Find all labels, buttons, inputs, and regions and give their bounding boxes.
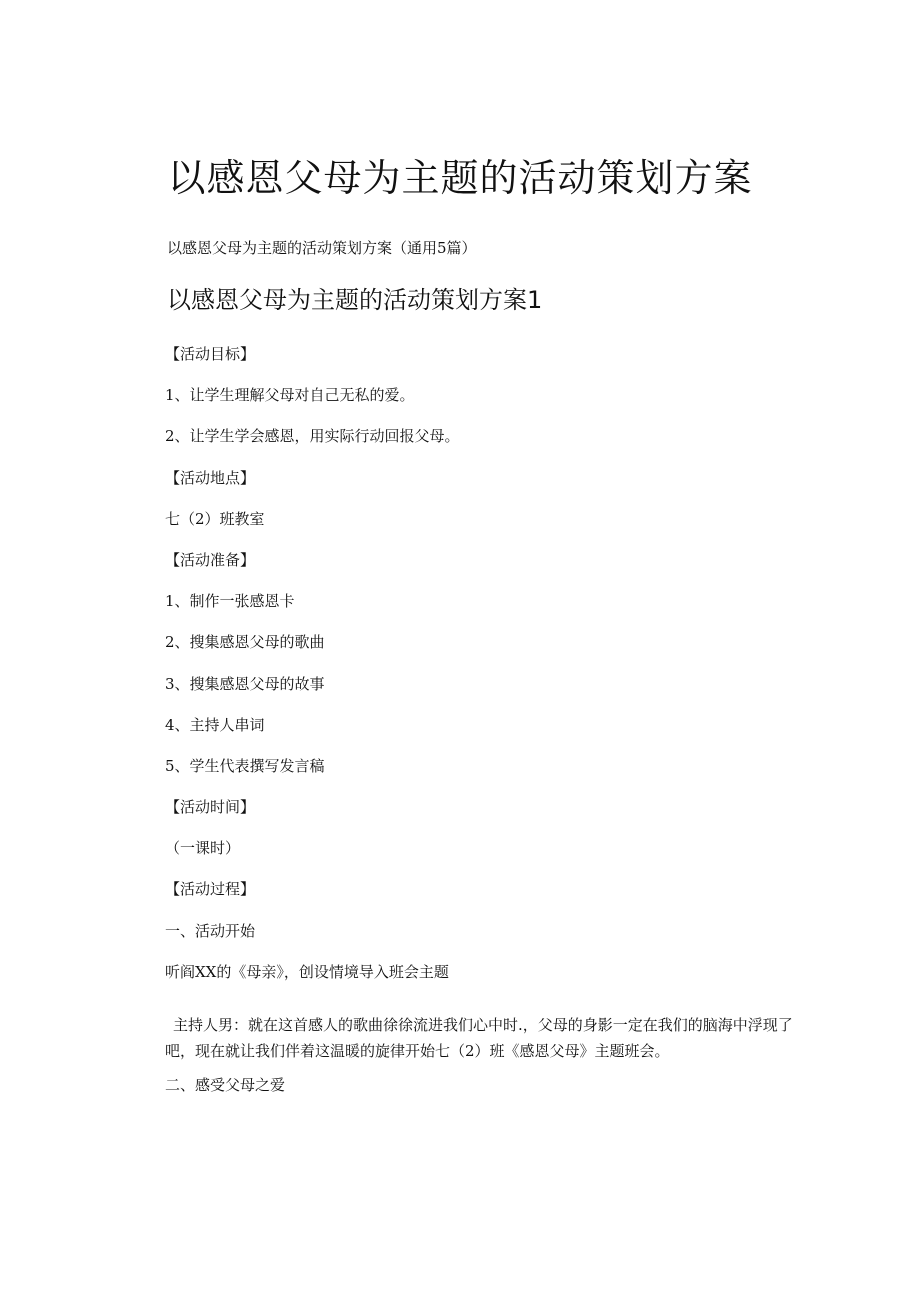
- body-line: 1、让学生理解父母对自己无私的爱。: [165, 386, 415, 405]
- body-line: 【活动地点】: [165, 468, 256, 487]
- body-line: 【活动目标】: [165, 345, 256, 363]
- body-lines: [165, 342, 805, 1001]
- body-line: 【活动过程】: [165, 880, 256, 899]
- body-line: 1、制作一张感恩卡: [165, 592, 295, 611]
- body-line: 听阎XX的《母亲》，创设情境导入班会主题: [165, 962, 449, 981]
- body-line: （一课时）: [165, 839, 241, 858]
- body-line: 4、主持人串词: [165, 715, 265, 734]
- body-line: 2、让学生学会感恩，用实际行动回报父母。: [165, 427, 460, 446]
- body-line: 二、感受父母之爱: [165, 1076, 286, 1094]
- body-line: 5、学生代表撰写发言稿: [165, 756, 325, 775]
- body-line: 【活动时间】: [165, 798, 256, 817]
- section-heading: 以感恩父母为主题的活动策划方案1: [167, 286, 543, 314]
- document-title: 以感恩父母为主题的活动策划方案: [167, 156, 753, 200]
- body-line: 七（2）班教室: [165, 509, 265, 528]
- document-subtitle: 以感恩父母为主题的活动策划方案（通用5篇）: [167, 239, 477, 257]
- body-line: 2、搜集感恩父母的歌曲: [165, 633, 325, 652]
- body-line: 一、活动开始: [165, 921, 256, 940]
- body-line: 【活动准备】: [165, 550, 256, 569]
- body-line: 3、搜集感恩父母的故事: [165, 674, 325, 693]
- host-paragraph: 主持人男：就在这首感人的歌曲徐徐流进我们心中时.，父母的身影一定在我们的脑海中浮现了吧，现在就让我们伴着这温暖的旋律开始七（2）班《感恩父母》主题班会。: [165, 1016, 793, 1060]
